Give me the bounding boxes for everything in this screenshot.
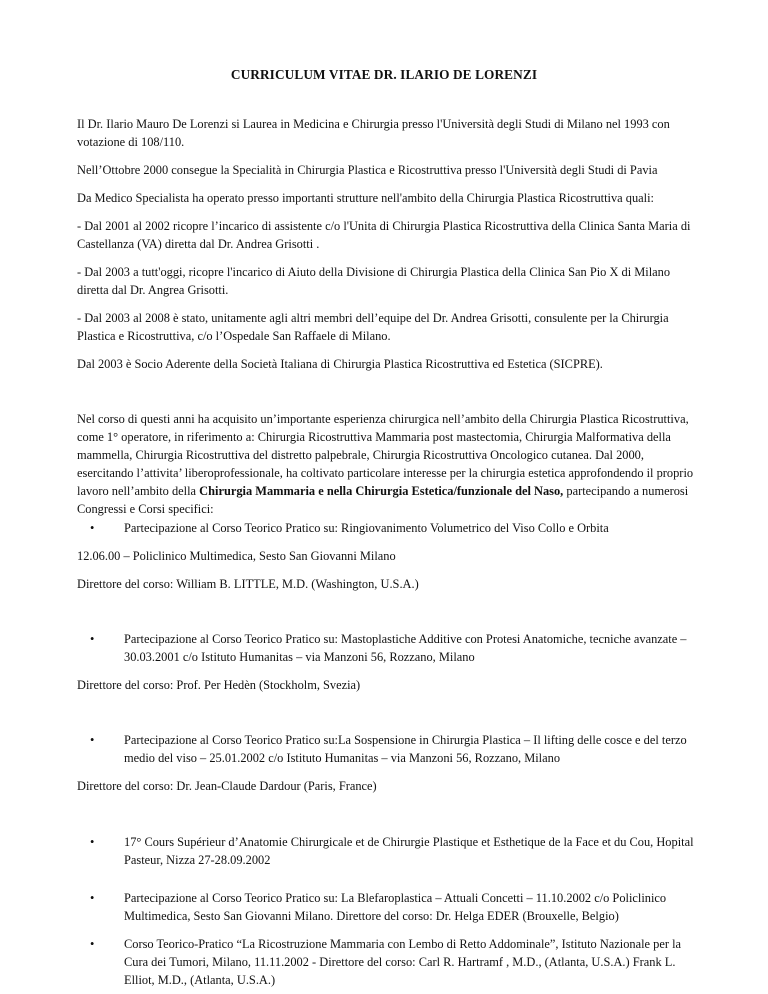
summary-text-bold: Chirurgia Mammaria e nella Chirurgia Estetica/funzionale del Naso, [199, 484, 564, 498]
bullet-icon: • [90, 733, 95, 747]
paragraph-specialization: Nell’Ottobre 2000 consegue la Specialità in Chirurgia Plastica e Ricostruttiva presso l'Università degli Studi di Pavia [77, 163, 658, 177]
course-item: Partecipazione al Corso Teorico Pratico su: La Blefaroplastica – Attuali Concetti – 11.10.2002 c/o Policlinico Multimedica, Sesto San Giovanni Milano. Direttore del corso: Dr. Helga EDER (Brouxelle, Belgio) [124, 891, 667, 923]
course-date-location: 12.06.00 – Policlinico Multimedica, Sesto San Giovanni Milano [77, 549, 396, 563]
bullet-icon: • [90, 937, 95, 951]
bullet-icon: • [90, 891, 95, 905]
course-item: Partecipazione al Corso Teorico Pratico su: Ringiovanimento Volumetrico del Viso Collo e Orbita [124, 521, 609, 535]
bullet-icon: • [90, 521, 95, 535]
paragraph-experience-summary [77, 410, 699, 518]
bullet-icon: • [90, 835, 95, 849]
summary-text-a: Nel corso di questi anni ha acquisito un’importante esperienza chirurgica nell’ambito della Chirurgia Plastica Ricostruttiva, come 1° operatore, in riferimento a: Chirurgia Ricostruttiva Mammaria post mastectomia, Chirurgia Malformativa della mammella, Chirurgia Ricostruttiva del distretto palpebrale, Chirurgia Ricostruttiva Oncologico cutanea. Dal 2000, esercitando l’attivita’ liberoprofessionale, ha coltivato particolare interesse per la chirurgia estetica approfondendo il proprio lavoro nell’ambito della [77, 412, 694, 498]
course-item: 17° Cours Supérieur d’Anatomie Chirurgicale et de Chirurgie Plastique et Esthetique de la Face et du Cou, Hopital Pasteur, Nizza 27-28.09.2002 [124, 835, 694, 867]
paragraph-position-san-raffaele: - Dal 2003 al 2008 è stato, unitamente agli altri membri dell’equipe del Dr. Andrea Grisotti, consulente per la Chirurgia Plastica e Ricostruttiva, c/o l’Ospedale San Raffaele di Milano. [77, 311, 669, 343]
paragraph-position-san-pio: - Dal 2003 a tutt'oggi, ricopre l'incarico di Aiuto della Divisione di Chirurgia Plastica della Clinica San Pio X di Milano diretta dal Dr. Angrea Grisotti. [77, 265, 671, 297]
summary-text-c: partecipando a numerosi Congressi e Corsi specifici: [77, 484, 689, 516]
paragraph-experience-intro: Da Medico Specialista ha operato presso importanti strutture nell'ambito della Chirurgia Plastica Ricostruttiva quali: [77, 191, 654, 205]
paragraph-sicpre: Dal 2003 è Socio Aderente della Società Italiana di Chirurgia Plastica Ricostruttiva ed Estetica (SICPRE). [77, 357, 603, 371]
paragraph-degree: Il Dr. Ilario Mauro De Lorenzi si Laurea in Medicina e Chirurgia presso l'Università degli Studi di Milano nel 1993 con votazione di 108/110. [77, 117, 670, 149]
course-item: Partecipazione al Corso Teorico Pratico su: Mastoplastiche Additive con Protesi Anatomiche, tecniche avanzate – 30.03.2001 c/o Istituto Humanitas – via Manzoni 56, Rozzano, Milano [124, 632, 687, 664]
course-director: Direttore del corso: Dr. Jean-Claude Dardour (Paris, France) [77, 779, 377, 793]
bullet-icon: • [90, 632, 95, 646]
course-director: Direttore del corso: William B. LITTLE, M.D. (Washington, U.S.A.) [77, 577, 419, 591]
document-title: CURRICULUM VITAE DR. ILARIO DE LORENZI [230, 67, 538, 82]
course-director: Direttore del corso: Prof. Per Hedèn (Stockholm, Svezia) [77, 678, 361, 692]
paragraph-position-castellanza: - Dal 2001 al 2002 ricopre l’incarico di assistente c/o l'Unita di Chirurgia Plastica Ricostruttiva della Clinica Santa Maria di Castellanza (VA) diretta dal Dr. Andrea Grisotti . [77, 219, 691, 251]
course-item: Corso Teorico-Pratico “La Ricostruzione Mammaria con Lembo di Retto Addominale”, Istituto Nazionale per la Cura dei Tumori, Milano, 11.11.2002 - Direttore del corso: Carl R. Hartramf , M.D., (Atlanta, U.S.A.) Frank L. Elliot, M.D., (Atlanta, U.S.A.) [124, 937, 682, 987]
course-item: Partecipazione al Corso Teorico Pratico su:La Sospensione in Chirurgia Plastica – Il lifting delle cosce e del terzo medio del viso – 25.01.2002 c/o Istituto Humanitas – via Manzoni 56, Rozzano, Milano [124, 733, 687, 765]
